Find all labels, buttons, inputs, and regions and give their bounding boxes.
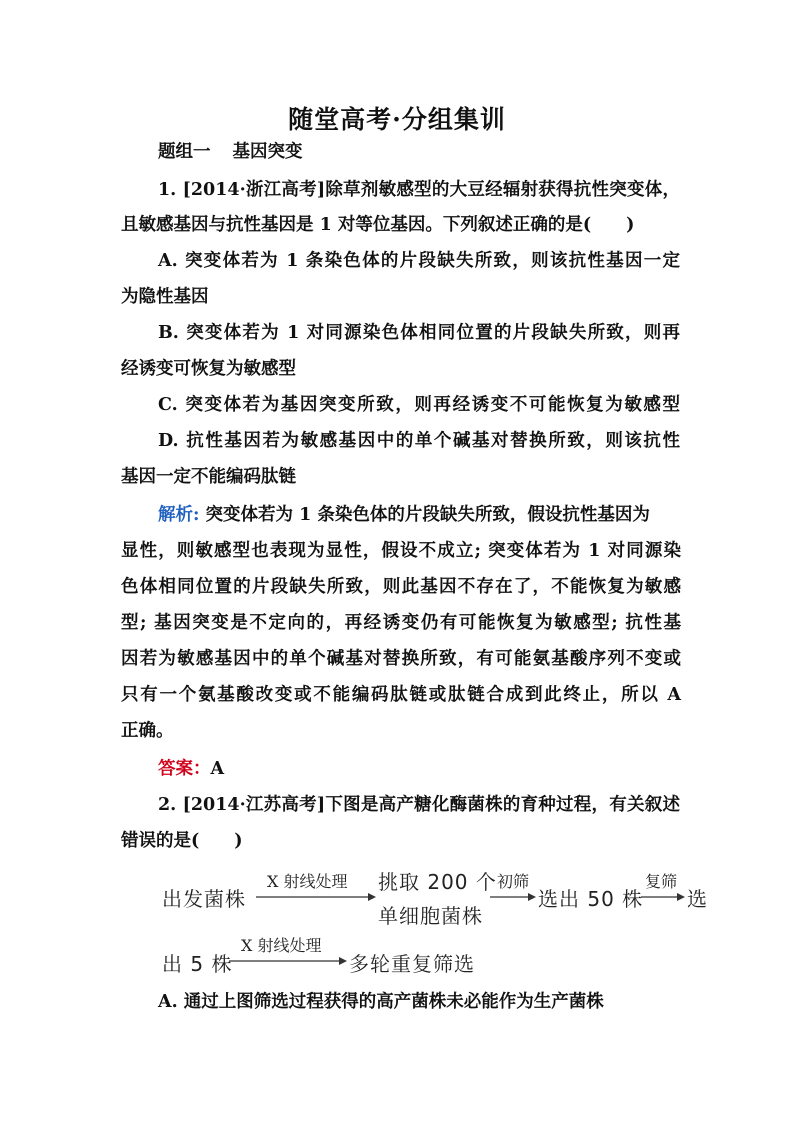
flow-start: 出发菌株: [162, 887, 246, 911]
q1-option-d-line2: 基因一定不能编码肽链: [121, 467, 296, 487]
flow-arrow4-label: X 射线处理: [241, 936, 322, 955]
group-heading: [158, 140, 718, 164]
q2-option-a-line1: A. 通过上图筛选过程获得的高产菌株未必能作为生产菌株: [158, 992, 604, 1012]
q2-stem-line2: 错误的是( ): [121, 831, 243, 851]
q1-analysis-line1: [158, 503, 680, 527]
q1-option-d-line1: D. 抗性基因若为敏感基因中的单个碱基对替换所致，则该抗性: [158, 431, 680, 451]
q1-option-b-line2: 经诱变可恢复为敏感型: [121, 359, 296, 379]
flow-arrow3-label: 复筛: [645, 872, 678, 891]
arrow-right-icon: [229, 955, 347, 967]
answer-label: 答案：: [158, 759, 211, 779]
q1-option-a-line1: A. 突变体若为 1 条染色体的片段缺失所致，则该抗性基因一定: [158, 251, 680, 271]
q1-option-a-line2: 为隐性基因: [121, 287, 209, 307]
q1-analysis-line7: 正确。: [121, 721, 174, 741]
arrow-right-icon: [641, 891, 685, 903]
q1-stem-line2: 且敏感基因与抗性基因是 1 对等位基因。下列叙述正确的是( ): [121, 215, 635, 235]
answer-value: A: [210, 759, 225, 779]
q1-option-c-line1: C. 突变体若为基因突变所致，则再经诱变不可能恢复为敏感型: [158, 395, 680, 415]
q1-analysis-line5: 因若为敏感基因中的单个碱基对替换所致，有可能氨基酸序列不变或: [121, 649, 681, 669]
q1-answer: [158, 757, 680, 781]
page-title: 随堂高考·分组集训: [288, 105, 506, 134]
q2-stem-line1: 2. [2014·江苏高考]下图是高产糖化酶菌株的育种过程，有关叙述: [158, 795, 680, 815]
arrow-right-icon: [256, 891, 376, 903]
flow-step2-bottom: 单细胞菌株: [378, 904, 483, 928]
group-label: 题组一: [158, 142, 211, 162]
group-topic: 基因突变: [232, 142, 303, 162]
flow-arrow2-label: 初筛: [497, 872, 530, 891]
q1-stem-line1: 1. [2014·浙江高考]除草剂敏感型的大豆经辐射获得抗性突变体，: [158, 180, 680, 200]
flow-end: 多轮重复筛选: [349, 952, 475, 976]
flow-step4-part2: 出 5 株: [162, 952, 233, 976]
flow-arrow1-label: X 射线处理: [267, 872, 348, 891]
q1-analysis-line4: 型; 基因突变是不定向的，再经诱变仍有可能恢复为敏感型; 抗性基: [121, 613, 681, 633]
analysis-text: 突变体若为 1 条染色体的片段缺失所致，假设抗性基因为: [199, 505, 650, 525]
q1-option-b-line1: B. 突变体若为 1 对同源染色体相同位置的片段缺失所致，则再: [158, 323, 680, 343]
flow-step3: 选出 50 株: [538, 887, 644, 911]
flow-step4-part1: 选: [687, 887, 708, 911]
flow-step2-top: 挑取 200 个: [378, 870, 497, 894]
arrow-right-icon: [490, 891, 536, 903]
analysis-label: 解析:: [158, 505, 200, 525]
q1-analysis-line2: 显性，则敏感型也表现为显性，假设不成立; 突变体若为 1 对同源染: [121, 541, 681, 561]
q1-analysis-line3: 色体相同位置的片段缺失所致，则此基因不存在了，不能恢复为敏感: [121, 577, 681, 597]
q1-analysis-line6: 只有一个氨基酸改变或不能编码肽链或肽链合成到此终止，所以 A: [121, 685, 681, 705]
